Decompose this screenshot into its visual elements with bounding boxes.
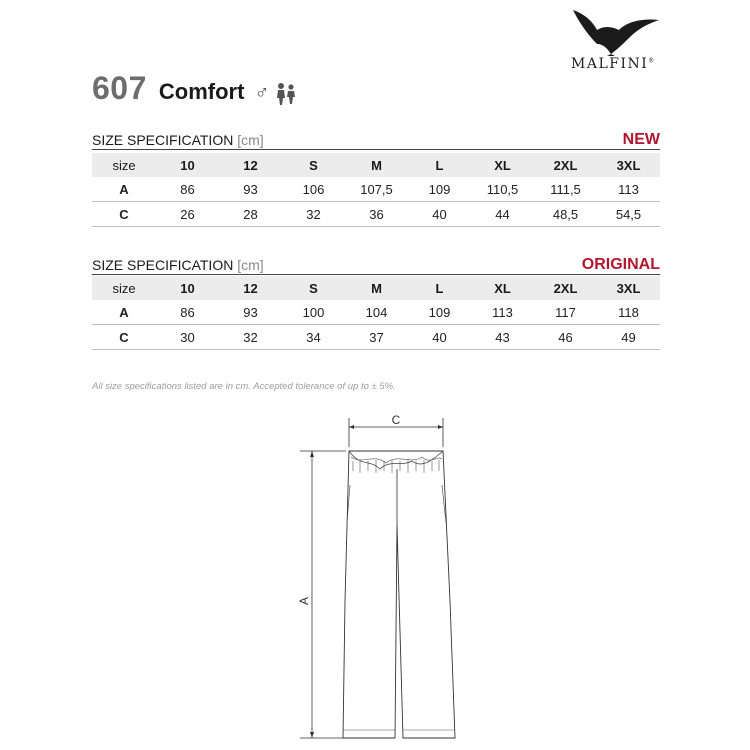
table-cell: C [92,202,156,227]
brand-logo [565,4,665,76]
label-c: C [391,413,401,427]
table-cell: 110,5 [471,177,534,202]
table-cell: 37 [345,325,408,350]
table-cell: 49 [597,325,660,350]
table-header-cell: XL [471,276,534,300]
trousers-outline [343,451,455,738]
table-header-cell: XL [471,153,534,177]
table-header-cell: 2XL [534,153,597,177]
product-code: 607 [92,70,147,106]
table-cell: 32 [219,325,282,350]
label-a: A [297,596,311,606]
table-cell: 107,5 [345,177,408,202]
table-header-cell: L [408,276,471,300]
table-header-row [92,276,660,300]
table-cell: 36 [345,202,408,227]
table-cell: 30 [156,325,219,350]
size-table-original [92,276,660,350]
table-row [92,202,660,227]
spec-tag-new: NEW [622,131,660,148]
table-cell: 40 [408,202,471,227]
table-header-cell: 10 [156,153,219,177]
table-header-cell: size [92,153,156,177]
table-header-cell: S [282,153,345,177]
table-header-cell: 12 [219,276,282,300]
table-cell: 109 [408,300,471,325]
table-cell: 100 [282,300,345,325]
table-header-cell: 10 [156,276,219,300]
table-header-cell: L [408,153,471,177]
spec-tag-original: ORIGINAL [581,256,660,273]
table-cell: 109 [408,177,471,202]
spec-title: SIZE SPECIFICATION [92,257,234,273]
table-header-cell: 3XL [597,276,660,300]
table-cell: 26 [156,202,219,227]
table-cell: A [92,300,156,325]
table-row [92,325,660,350]
table-row [92,300,660,325]
spec-header-original [92,255,660,275]
dimension-a [297,451,346,738]
table-cell: 106 [282,177,345,202]
trousers-diagram [290,405,470,745]
spec-unit: [cm] [237,132,264,148]
table-header-cell: size [92,276,156,300]
dimension-c [349,413,443,447]
table-cell: 113 [597,177,660,202]
spec-header-new [92,130,660,150]
table-cell: 34 [282,325,345,350]
table-cell: 48,5 [534,202,597,227]
table-cell: A [92,177,156,202]
table-cell: 117 [534,300,597,325]
product-title [92,70,297,110]
gender-icons [254,82,297,106]
table-header-cell: 3XL [597,153,660,177]
table-cell: C [92,325,156,350]
male-icon: ♂ [254,82,270,104]
spec-unit: [cm] [237,257,264,273]
table-header-cell: 2XL [534,276,597,300]
table-cell: 93 [219,177,282,202]
table-cell: 93 [219,300,282,325]
table-cell: 111,5 [534,177,597,202]
brand-name: MALFINI® [571,56,655,72]
table-cell: 43 [471,325,534,350]
table-header-cell: S [282,276,345,300]
children-icon [275,82,297,106]
table-cell: 44 [471,202,534,227]
table-cell: 54,5 [597,202,660,227]
divider [92,274,660,275]
table-cell: 86 [156,300,219,325]
spec-title: SIZE SPECIFICATION [92,132,234,148]
divider [92,149,660,150]
table-header-cell: M [345,276,408,300]
table-cell: 46 [534,325,597,350]
table-cell: 104 [345,300,408,325]
table-cell: 113 [471,300,534,325]
table-cell: 118 [597,300,660,325]
table-header-row [92,153,660,177]
tolerance-note: All size specifications listed are in cm. Accepted tolerance of up to ± 5%. [92,381,396,392]
table-cell: 32 [282,202,345,227]
table-header-cell: 12 [219,153,282,177]
table-cell: 86 [156,177,219,202]
eagle-icon [567,4,663,56]
product-name: Comfort [158,79,245,104]
table-cell: 28 [219,202,282,227]
table-cell: 40 [408,325,471,350]
size-table-new [92,153,660,227]
table-header-cell: M [345,153,408,177]
table-row [92,177,660,202]
